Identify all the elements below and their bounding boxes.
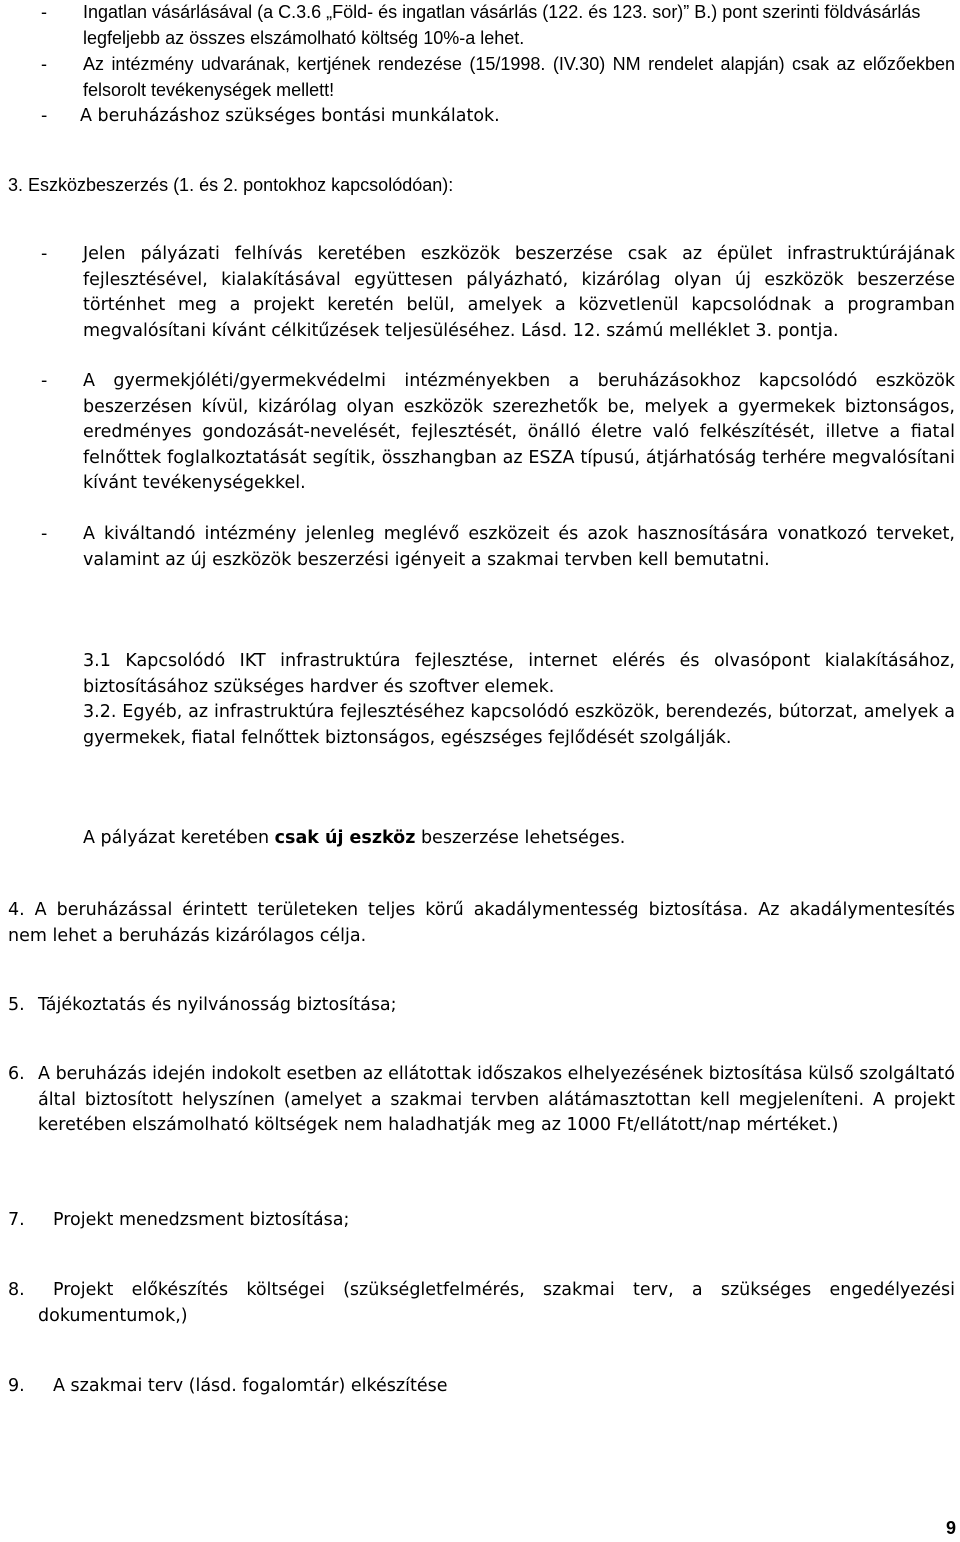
- list-item-text: A gyermekjóléti/gyermekvédelmi intézményekben a beruházásokhoz kapcsolódó eszközök beszerzésen kívül, kizárólag olyan eszközök szerezhetők be, melyek a gyermekek biztonságos, eredményes gondozását-nevelését, fejlesztését, önálló életre való felkészítését, illetve a fiatal felnőttek foglalkoztatását segítik, összhangban az ESZA típusú, átjárhatóság terhére megvalósítani kívánt tevékenységekkel.: [83, 371, 955, 494]
- list-dash: -: [41, 106, 48, 126]
- section-7-number: 7.: [8, 1210, 25, 1230]
- section-9-number: 9.: [8, 1376, 25, 1396]
- list-item-text: Ingatlan vásárlásával (a C.3.6 „Föld- és ingatlan vásárlás (122. és 123. sor)” B.) pont szerinti földvásárlás legfeljebb az összes elszámolható költség 10%-a lehet.: [83, 2, 921, 48]
- section-8: [8, 1278, 955, 1330]
- list-item: [41, 522, 955, 600]
- section-4: 4. A beruházással érintett területeken teljes körű akadálymentesség biztosítása. Az akadálymentesítés nem lehet a beruházás kizárólagos célja.: [8, 900, 955, 946]
- list-item-text: Jelen pályázati felhívás keretében eszközök beszerzése csak az épület infrastruktúrájának fejlesztésével, kialakításával együttesen pályázható, kizárólag olyan új eszközök beszerzése történhet meg a projekt keretén belül, amelyek a közvetlenül kapcsolódnak a programban megvalósítani kívánt célkitűzések teljesüléséhez. Lásd. 12. számú melléklet 3. pontja.: [83, 244, 955, 341]
- list-item: [41, 242, 955, 370]
- list-item-text: A kiváltandó intézmény jelenleg meglévő eszközeit és azok hasznosítására vonatkozó terveket, valamint az új eszközök beszerzési igényeit a szakmai tervben kell bemutatni.: [83, 524, 955, 570]
- list-item: [41, 369, 955, 523]
- new-equipment-note: [83, 826, 955, 852]
- list-dash: -: [41, 524, 48, 544]
- list-item: [41, 0, 955, 52]
- subsection-3-2: 3.2. Egyéb, az infrastruktúra fejlesztéséhez kapcsolódó eszközök, berendezés, bútorzat, amelyek a gyermekek, fiatal felnőttek biztonságos, egészséges fejlődését szolgálják.: [83, 702, 955, 748]
- section-5-number: 5.: [8, 995, 25, 1015]
- section-9: [8, 1374, 955, 1400]
- list-item-text: Az intézmény udvarának, kertjének rendezése (15/1998. (IV.30) NM rendelet alapján) csak az előzőekben felsorolt tevékenységek mellett!: [83, 54, 955, 100]
- list-item: [41, 52, 955, 104]
- list-dash: -: [41, 54, 47, 74]
- section-3-heading: 3. Eszközbeszerzés (1. és 2. pontokhoz kapcsolódóan):: [8, 175, 454, 195]
- list-item: [41, 104, 955, 130]
- subsection-3-1: 3.1 Kapcsolódó IKT infrastruktúra fejlesztése, internet elérés és olvasópont kialakításához, biztosításához szükséges hardver és szoftver elemek.: [83, 651, 955, 697]
- list-dash: -: [41, 2, 47, 22]
- section-6-number: 6.: [8, 1064, 25, 1084]
- list-dash: -: [41, 371, 48, 391]
- section-5-text: Tájékoztatás és nyilvánosság biztosítása;: [38, 995, 397, 1015]
- section-9-text: A szakmai terv (lásd. fogalomtár) elkészítése: [53, 1376, 448, 1396]
- section-6-text: A beruházás idején indokolt esetben az ellátottak időszakos elhelyezésének biztosítása külső szolgáltató által biztosított helyszínen (amelyet a szakmai tervben alátámasztottan kell megjeleníteni. A projekt keretében elszámolható költségek nem haladhatják meg az 1000 Ft/ellátott/nap mértéket.): [38, 1064, 955, 1136]
- note-text-start: A pályázat keretében: [83, 828, 275, 848]
- page-number: 9: [945, 1518, 956, 1538]
- list-item-text: A beruházáshoz szükséges bontási munkálatok.: [80, 106, 500, 126]
- list-dash: -: [41, 244, 48, 264]
- note-text-end: beszerzése lehetséges.: [415, 828, 626, 848]
- section-5: [8, 993, 955, 1019]
- section-7: [8, 1208, 955, 1234]
- section-7-text: Projekt menedzsment biztosítása;: [53, 1210, 350, 1230]
- section-6: [8, 1062, 955, 1166]
- section-8-text: Projekt előkészítés költségei (szükségletfelmérés, szakmai terv, a szükséges engedélyezési dokumentumok,): [38, 1280, 955, 1326]
- section-8-number: 8.: [8, 1280, 25, 1300]
- note-text-bold: csak új eszköz: [274, 828, 416, 848]
